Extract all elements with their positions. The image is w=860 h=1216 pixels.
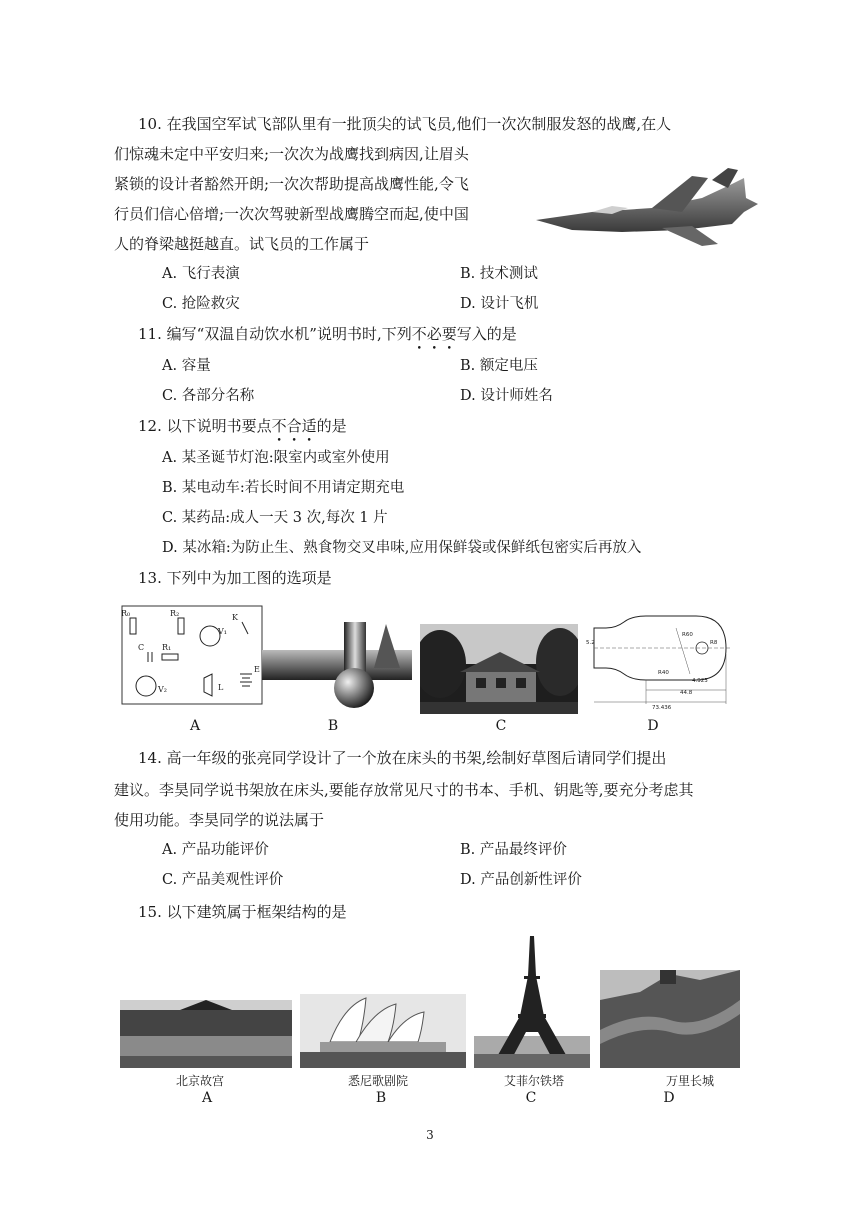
q12-stem-prefix: 12. 以下说明书要点 xyxy=(138,417,272,435)
circuit-label: K xyxy=(232,613,238,622)
dimension-label: 5.2 xyxy=(586,640,595,646)
q14-option-c: C. 产品美观性评价 xyxy=(162,872,284,888)
dimension-label: 44.8 xyxy=(680,690,693,696)
dimension-label: 73.436 xyxy=(652,705,672,711)
engineering-drawing xyxy=(586,614,736,712)
q12-option-a: A. 某圣诞节灯泡:限室内或室外使用 xyxy=(162,450,390,466)
q15-caption-a: 北京故宫 xyxy=(176,1074,225,1088)
q14-line-3: 使用功能。李昊同学的说法属于 xyxy=(114,811,325,829)
q15-label-b: B xyxy=(375,1090,387,1106)
q14-option-d: D. 产品创新性评价 xyxy=(460,872,582,888)
q12-option-d: D. 某冰箱:为防止生、熟食物交叉串味,应用保鲜袋或保鲜纸包密实后再放入 xyxy=(162,540,642,556)
house-photo xyxy=(420,624,578,714)
circuit-diagram xyxy=(118,600,268,712)
q12-option-c: C. 某药品:成人一天 3 次,每次 1 片 xyxy=(162,510,388,526)
q11-stem xyxy=(138,324,517,344)
page-number: 3 xyxy=(426,1128,434,1142)
q12-emphasis-char: 适 xyxy=(301,417,317,435)
q14-option-b: B. 产品最终评价 xyxy=(460,842,567,858)
forbidden-city-photo xyxy=(120,1000,292,1068)
circuit-label: V₂ xyxy=(158,685,167,694)
q13-label-d: D xyxy=(647,718,659,734)
circuit-label: R₂ xyxy=(170,609,180,618)
q15-label-c: C xyxy=(525,1090,537,1106)
q10-line-3: 紧锁的设计者豁然开朗;一次次帮助提高战鹰性能,令飞 xyxy=(114,175,469,193)
q11-option-a: A. 容量 xyxy=(162,358,211,374)
q10-option-a: A. 飞行表演 xyxy=(162,266,240,282)
great-wall-photo xyxy=(600,970,740,1068)
q10-line-2: 们惊魂未定中平安归来;一次次为战鹰找到病因,让眉头 xyxy=(114,145,469,163)
q13-label-b: B xyxy=(327,718,339,734)
q10-line-5: 人的脊梁越挺越直。试飞员的工作属于 xyxy=(114,235,370,253)
q14-line-1: 14. 高一年级的张亮同学设计了一个放在床头的书架,绘制好草图后请同学们提出 xyxy=(138,749,667,767)
circuit-label: R₀ xyxy=(121,609,131,618)
q10-option-c: C. 抢险救灾 xyxy=(162,296,240,312)
q13-label-c: C xyxy=(495,718,507,734)
dimension-label: 4.923 xyxy=(692,678,708,684)
dimension-label: R60 xyxy=(682,632,693,638)
q12-emphasis-char: 合 xyxy=(286,417,302,435)
q12-option-b: B. 某电动车:若长时间不用请定期充电 xyxy=(162,480,405,496)
circuit-label: C xyxy=(138,643,145,652)
dimension-label: R8 xyxy=(710,640,718,646)
q11-option-b: B. 额定电压 xyxy=(460,358,538,374)
q11-emphasis-char: 要 xyxy=(441,325,457,343)
q11-option-d: D. 设计师姓名 xyxy=(460,388,553,404)
q10-option-b: B. 技术测试 xyxy=(460,266,538,282)
circuit-label: E xyxy=(254,665,260,674)
circuit-label: L xyxy=(218,683,224,692)
q12-emphasis-char: 不 xyxy=(271,417,287,435)
sydney-opera-house-photo xyxy=(300,994,466,1068)
q11-stem-suffix: 写入的是 xyxy=(456,325,517,343)
circuit-label: V₁ xyxy=(218,627,227,636)
q11-option-c: C. 各部分名称 xyxy=(162,388,255,404)
q11-emphasis-char: 必 xyxy=(426,325,442,343)
q14-option-a: A. 产品功能评价 xyxy=(162,842,269,858)
q15-stem: 15. 以下建筑属于框架结构的是 xyxy=(138,903,347,921)
fighter-jet-image xyxy=(532,168,762,248)
q15-caption-c: 艾菲尔铁塔 xyxy=(504,1074,565,1088)
q10-line-4: 行员们信心倍增;一次次驾驶新型战鹰腾空而起,使中国 xyxy=(114,205,469,223)
q15-caption-b: 悉尼歌剧院 xyxy=(348,1074,409,1088)
q12-stem xyxy=(138,416,347,436)
q11-emphasis-char: 不 xyxy=(411,325,427,343)
q15-caption-d: 万里长城 xyxy=(666,1074,715,1088)
dimension-label: R40 xyxy=(658,670,669,676)
q13-label-a: A xyxy=(189,718,201,734)
q15-label-a: A xyxy=(201,1090,213,1106)
q14-line-2: 建议。李昊同学说书架放在床头,要能存放常见尺寸的书本、手机、钥匙等,要充分考虑其 xyxy=(114,781,694,799)
q11-stem-prefix: 11. 编写“双温自动饮水机”说明书时,下列 xyxy=(138,325,412,343)
solids-render xyxy=(262,616,412,712)
q15-label-d: D xyxy=(663,1090,675,1106)
q12-stem-suffix: 的是 xyxy=(316,417,347,435)
q13-stem: 13. 下列中为加工图的选项是 xyxy=(138,569,332,587)
q10-line-1: 10. 在我国空军试飞部队里有一批顶尖的试飞员,他们一次次制服发怒的战鹰,在人 xyxy=(138,115,672,133)
eiffel-tower-photo xyxy=(474,936,590,1068)
q10-option-d: D. 设计飞机 xyxy=(460,296,539,312)
circuit-label: R₁ xyxy=(162,643,172,652)
